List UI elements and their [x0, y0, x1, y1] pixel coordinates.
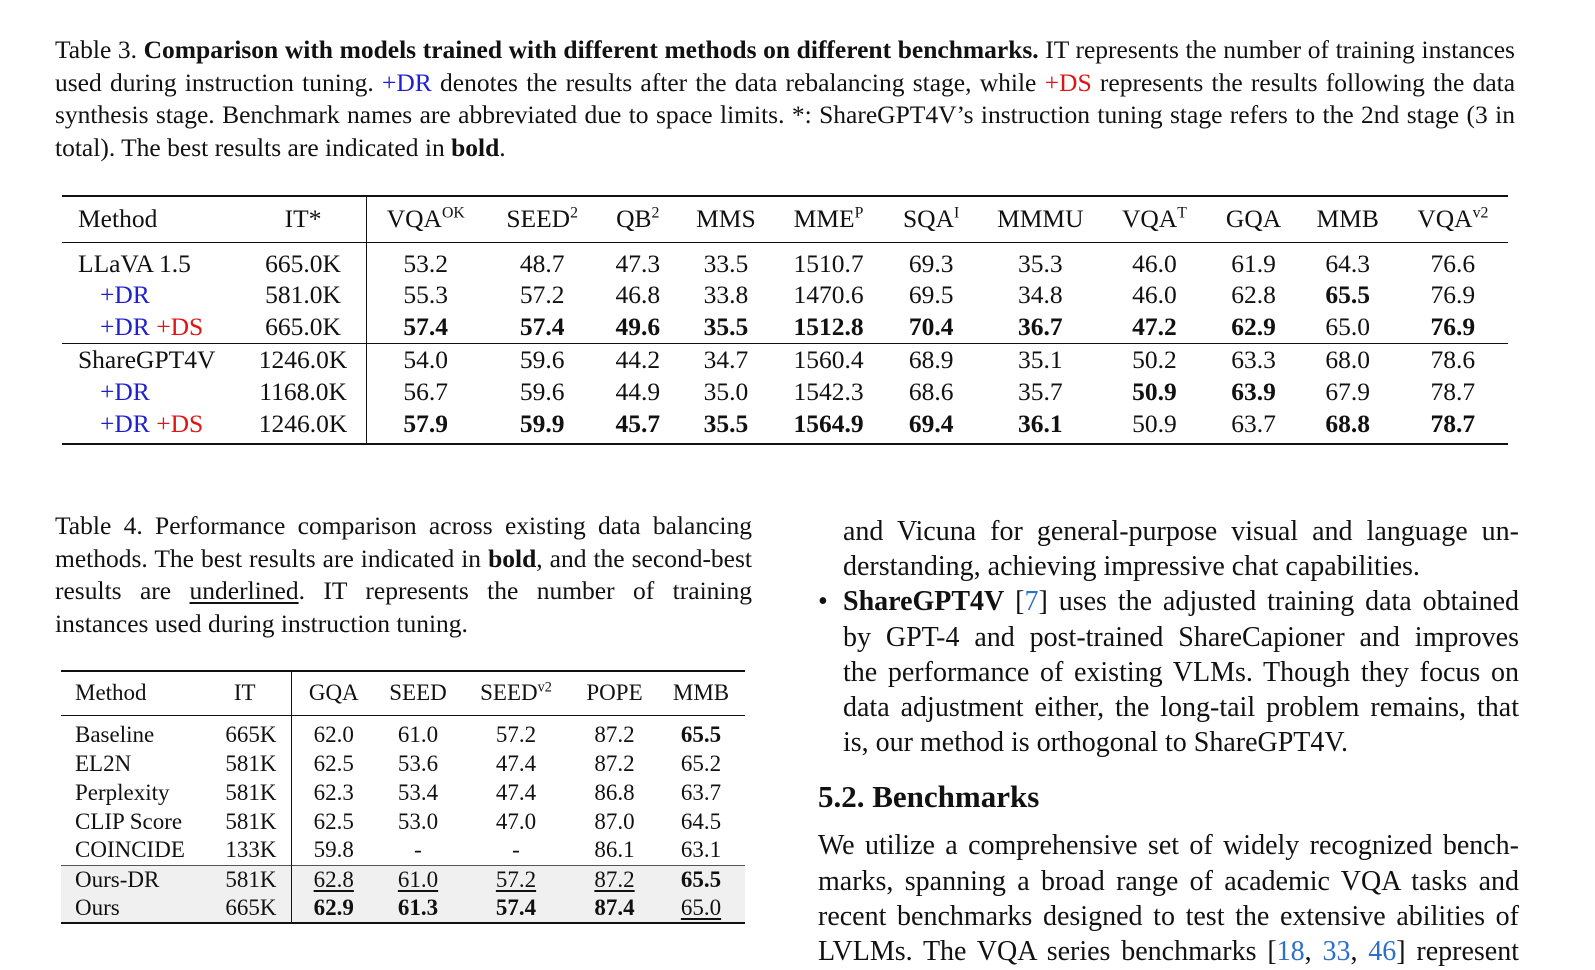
cell: 47.3 — [615, 248, 661, 278]
col-qb: $QB^2$ — [616, 204, 660, 234]
cell: 1470.6 — [793, 279, 864, 309]
cell: 1542.3 — [793, 377, 864, 407]
cell: 46.0 — [1132, 248, 1177, 278]
table-row — [61, 894, 745, 923]
cell: 69.3 — [908, 248, 954, 278]
cell: 35.5 — [703, 408, 749, 438]
cell: 49.6 — [615, 312, 661, 341]
row-it: 581K — [199, 807, 291, 836]
table-row — [61, 778, 745, 807]
underlined-word: underlined — [189, 576, 299, 605]
row-method: Ours-DR — [75, 866, 160, 892]
cell: 78.7 — [1430, 408, 1476, 438]
cell: 47.0 — [495, 808, 537, 834]
row-method: +DR — [100, 279, 150, 309]
col-vqaok: $VQA^{OK}$ — [386, 204, 465, 234]
row-it: 581.0K — [240, 279, 366, 312]
table-row — [62, 311, 1508, 344]
cell: 63.3 — [1231, 345, 1276, 374]
cell: 55.3 — [403, 279, 449, 309]
cell: 33.5 — [703, 248, 749, 278]
cell: 35.1 — [1017, 345, 1063, 374]
row-it: 665.0K — [240, 311, 366, 344]
table-row — [61, 807, 745, 836]
caption-text: . IT represents the number of training instances used during instruction tuning. — [55, 576, 752, 638]
cell: 65.5 — [680, 866, 722, 892]
cell: 50.2 — [1132, 345, 1177, 374]
cell: 1560.4 — [793, 345, 864, 374]
cell: 62.8 — [1231, 279, 1276, 309]
table-row — [62, 279, 1508, 312]
cell: 54.0 — [403, 345, 449, 374]
cell: 47.4 — [495, 750, 537, 776]
col-vqat: $VQA^T$ — [1121, 204, 1187, 234]
table3-group-sharegpt4v — [62, 344, 1508, 444]
bullet-dot-icon: • — [818, 586, 828, 618]
cell: 1564.9 — [793, 408, 864, 438]
citation-link[interactable]: 18 — [1276, 936, 1305, 968]
table-row — [61, 715, 745, 749]
cell: 57.2 — [495, 866, 537, 892]
cell: 87.4 — [594, 895, 635, 920]
cell: 57.4 — [519, 312, 565, 341]
row-it: 665.0K — [240, 242, 366, 279]
bold-word: bold — [488, 543, 537, 573]
col-gqa: GQA — [308, 680, 359, 706]
cell: 63.7 — [680, 779, 722, 805]
cell: 78.7 — [1430, 377, 1476, 407]
bold-word: bold — [451, 132, 500, 162]
col-method: Method — [78, 204, 158, 234]
cell: 53.0 — [397, 808, 439, 834]
cell: 65.0 — [680, 895, 722, 920]
col-mmb: MMB — [1316, 204, 1379, 234]
col-mmmu: MMMU — [997, 204, 1084, 234]
col-seed: SEED$^2$ — [506, 204, 578, 234]
row-method: CLIP Score — [75, 808, 183, 834]
cell: 62.9 — [313, 895, 354, 920]
row-it: 1168.0K — [240, 376, 366, 409]
cell: 47.2 — [1132, 312, 1177, 341]
cell: 61.0 — [397, 866, 439, 892]
right-column-text — [818, 514, 1519, 969]
row-it: 1246.0K — [240, 344, 366, 377]
row-method: ShareGPT4V — [78, 345, 216, 374]
table3-group-llava — [62, 242, 1508, 344]
cell: 45.7 — [615, 408, 661, 438]
cell: 1512.8 — [793, 312, 864, 341]
cell: 87.0 — [594, 808, 635, 834]
cell: 76.6 — [1430, 248, 1476, 278]
row-it: 665K — [199, 894, 291, 923]
cell: 46.0 — [1132, 279, 1177, 309]
cell: 59.9 — [519, 408, 565, 438]
caption-text: denotes the results after the data rebalancing stage, while — [440, 67, 1037, 97]
cell: 57.4 — [403, 312, 449, 341]
table4-ours — [61, 865, 745, 923]
cell: 47.4 — [495, 779, 537, 805]
cell: 62.8 — [313, 866, 354, 892]
cell: 53.2 — [403, 248, 449, 278]
cell: 44.9 — [615, 377, 661, 407]
cell: 46.8 — [615, 279, 661, 309]
cell: 87.2 — [594, 750, 635, 776]
col-mms: MMS — [696, 204, 756, 234]
col-method: Method — [75, 680, 147, 706]
cell: 68.0 — [1325, 345, 1370, 374]
continued-paragraph: and Vicuna for general-purpose visual and language un- derstanding, achieving impressive chat capabilities. — [843, 516, 1519, 583]
col-seedv2: $SEED^{v2}$ — [480, 679, 552, 706]
cell: 68.8 — [1325, 408, 1370, 438]
cell: 68.6 — [908, 377, 954, 407]
cell: 87.2 — [594, 866, 635, 892]
cell: 35.3 — [1017, 248, 1063, 278]
row-method: Perplexity — [75, 779, 170, 805]
caption-text: represents the results following the data synthesis stage. Benchmark names are abbreviated due to space limits. *: ShareGPT4V’s instruction tuning stage refers to the 2nd stage (3 in total). The best results are indicated in — [55, 67, 1516, 162]
table3-caption — [55, 34, 1515, 164]
cell: 33.8 — [703, 279, 749, 309]
cell: 62.9 — [1231, 312, 1276, 341]
table-row — [61, 836, 745, 865]
caption-text: . — [499, 132, 506, 162]
cell: 36.7 — [1017, 312, 1063, 341]
benchmarks-paragraph: We utilize a comprehensive set of widely recognized bench- marks, spanning a broad range of academic VQA tasks and recent benchmarks designed to test the extensive abilities of LVLMs. The VQA series benchmarks [18, 33, 46] represent — [818, 830, 1520, 968]
cell: 53.4 — [397, 779, 439, 805]
caption-text: Performance comparison across existing data balancing methods. The best results are indicated in — [55, 511, 752, 573]
row-method: EL2N — [75, 750, 132, 776]
table-row — [62, 344, 1508, 377]
cell: 57.2 — [495, 721, 537, 747]
row-method: +DR — [100, 377, 150, 407]
table4-caption — [55, 510, 752, 640]
cell: 59.6 — [519, 345, 565, 374]
table4-label: Table 4. — [55, 511, 143, 540]
table-row — [61, 749, 745, 778]
col-sqa: $SQA^I$ — [903, 204, 960, 234]
dr-marker: +DR — [381, 67, 432, 97]
cell: 63.1 — [680, 837, 722, 863]
row-it: 133K — [199, 836, 291, 865]
col-mmb: MMB — [672, 680, 730, 706]
row-method: Baseline — [75, 721, 155, 747]
cell: 61.0 — [397, 721, 439, 747]
caption-text: IT represents the number of training instances used during instruction tuning. — [55, 35, 1515, 97]
cell: 65.0 — [1325, 312, 1370, 341]
cell: 61.3 — [397, 895, 439, 920]
cell: 50.9 — [1132, 377, 1177, 407]
cell: 35.7 — [1017, 377, 1063, 407]
row-it: 665K — [199, 715, 291, 749]
col-gqa: GQA — [1225, 204, 1282, 234]
cell: 56.7 — [403, 377, 449, 407]
col-seed: SEED — [389, 680, 447, 706]
caption-text: , and the second-best results are — [55, 543, 753, 605]
table-row — [62, 376, 1508, 409]
cell: 69.4 — [908, 408, 954, 438]
cell: 63.9 — [1231, 377, 1276, 407]
cell: 68.9 — [908, 345, 954, 374]
citation-link[interactable]: 7 — [1024, 586, 1039, 618]
cell: 76.9 — [1430, 312, 1476, 341]
ds-marker: +DS — [1044, 67, 1092, 97]
cell: 44.2 — [615, 345, 661, 374]
cell: 50.9 — [1132, 408, 1177, 438]
citation-link[interactable]: 46 — [1368, 936, 1397, 968]
table3 — [62, 195, 1508, 445]
cell: 86.8 — [594, 779, 635, 805]
table3-header — [62, 196, 1508, 242]
cell: 35.5 — [703, 312, 749, 341]
table-row — [62, 242, 1508, 279]
cell: 59.6 — [519, 377, 565, 407]
table4-baselines — [61, 715, 745, 865]
cell: 48.7 — [519, 248, 565, 278]
cell: 64.3 — [1325, 248, 1370, 278]
cell: 87.2 — [594, 721, 635, 747]
cell: 53.6 — [397, 750, 439, 776]
row-method: Ours — [75, 895, 120, 920]
cell: 62.3 — [313, 779, 354, 805]
col-it: IT — [199, 671, 291, 715]
row-it: 1246.0K — [240, 409, 366, 444]
cell: 59.8 — [313, 837, 354, 863]
cell: 64.5 — [680, 808, 722, 834]
cell: 76.9 — [1430, 279, 1476, 309]
row-method: +DR +DS — [100, 312, 204, 341]
cell: 62.5 — [313, 750, 354, 776]
row-method: LLaVA 1.5 — [78, 248, 191, 278]
cell: 57.2 — [519, 279, 565, 309]
row-it: 581K — [199, 749, 291, 778]
cell: 65.5 — [680, 721, 722, 747]
row-method: +DR +DS — [100, 408, 204, 438]
col-vqav2: $VQA^{v2}$ — [1417, 204, 1489, 234]
table4-header — [61, 671, 745, 715]
cell: 62.0 — [313, 721, 354, 747]
col-mme: $MME^P$ — [793, 204, 864, 234]
cell: 57.9 — [403, 408, 449, 438]
col-pope: POPE — [586, 680, 643, 706]
cell: 61.9 — [1231, 248, 1276, 278]
cell: 78.6 — [1430, 345, 1476, 374]
cell: - — [414, 837, 422, 863]
cell: 65.5 — [1325, 279, 1370, 309]
cell: 62.5 — [313, 808, 354, 834]
cell: 65.2 — [680, 750, 722, 776]
table3-title: Comparison with models trained with different methods on different benchmarks. — [143, 35, 1039, 64]
cell: 57.4 — [495, 895, 537, 920]
citation-link[interactable]: 33 — [1322, 936, 1351, 968]
cell: 70.4 — [908, 312, 954, 341]
table-row — [61, 865, 745, 894]
cell: 86.1 — [594, 837, 635, 863]
bullet-sharegpt4v: • ShareGPT4V [7] uses the adjusted training data obtained by GPT-4 and post-trained ShareCapioner and improves the performance of existing VLMs. Though they focus on data adjustment either, the long-tail problem remains, that is, our method is orthogonal to ShareGPT4V. — [818, 586, 1520, 759]
row-method: COINCIDE — [75, 837, 185, 863]
col-it: IT* — [240, 196, 366, 242]
table4 — [61, 670, 745, 924]
cell: 63.7 — [1231, 408, 1276, 438]
cell: 35.0 — [703, 377, 749, 407]
table-row — [62, 409, 1508, 444]
cell: 69.5 — [908, 279, 954, 309]
section-heading: 5.2. Benchmarks — [818, 779, 1040, 815]
row-it: 581K — [199, 865, 291, 894]
cell: 34.7 — [703, 345, 749, 374]
cell: 1510.7 — [793, 248, 864, 278]
cell: 36.1 — [1017, 408, 1063, 438]
cell: 34.8 — [1017, 279, 1063, 309]
cell: - — [512, 837, 520, 863]
cell: 67.9 — [1325, 377, 1370, 407]
row-it: 581K — [199, 778, 291, 807]
table3-label: Table 3. — [55, 35, 137, 64]
